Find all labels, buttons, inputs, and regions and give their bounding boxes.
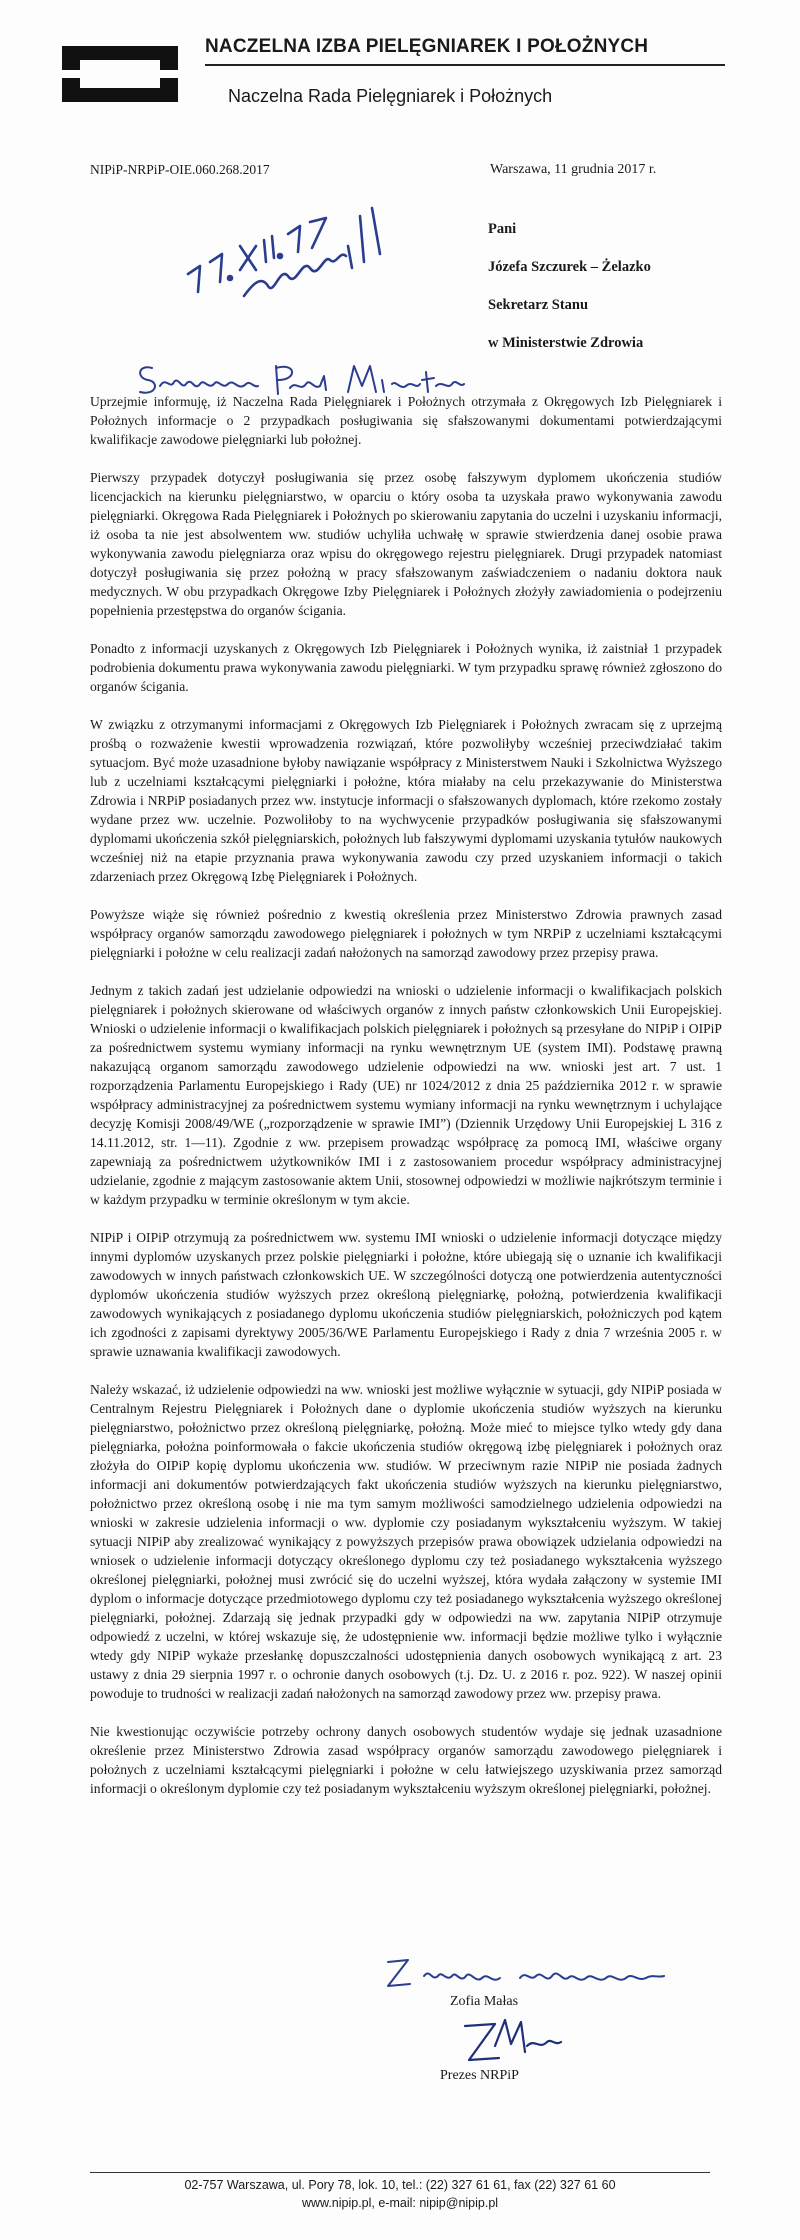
council-name: Naczelna Rada Pielęgniarek i Położnych [228,86,553,106]
header-divider [205,64,725,66]
footer-address: 02-757 Warszawa, ul. Pory 78, lok. 10, tel.: (22) 327 61 61, fax (22) 327 61 60 [184,2178,616,2192]
recipient-block [488,210,651,362]
footer-divider [90,2172,710,2173]
recipient-name: Józefa Szczurek – Żelazko [488,259,651,275]
handwritten-date-stamp [170,196,410,306]
reference-number: NIPiP-NRPiP-OIE.060.268.2017 [90,162,270,177]
body-paragraph: Ponadto z informacji uzyskanych z Okręgowych Izb Pielęgniarek i Położnych wynika, iż zaistniał 1 przypadek podrobienia dokumentu prawa wykonywania zawodu pielęgniarki. W tym przypadku sprawę również zgłoszono do organów ścigania. [90,641,722,694]
handwritten-closing [380,1948,670,1996]
body-paragraph: Nie kwestionując oczywiście potrzeby ochrony danych osobowych studentów wydaje się jednak uzasadnione określenie przez Ministerstwo Zdrowia zasad współpracy organów samorządu zawodowego pielęgniarek i położnych z uczelniami kształcącymi pielęgniarki i położne w celu łatwiejszego uzyskiwania przez samorząd informacji o określonym dyplomie czy też posiadanym wykształceniu wyższym określonej pielęgniarki, położnej. [90,1724,722,1796]
body-paragraph: Powyższe wiąże się również pośrednio z kwestią określenia przez Ministerstwo Zdrowia prawnych zasad współpracy organów samorządu zawodowego pielęgniarek i położnych w tym NRPiP z uczelniami kształcącymi pielęgniarki i położne w celu realizacji zadań nałożonych na samorząd zawodowy przez przepisy prawa. [90,907,722,960]
body-paragraph: W związku z otrzymanymi informacjami z Okręgowych Izb Pielęgniarek i Położnych zwracam się z uprzejmą prośbą o rozważenie kwestii wprowadzenia rozwiązań, które pozwoliłyby wcześniej przeciwdziałać takim sytuacjom. Być może uzasadnione byłoby nawiązanie współpracy z Ministerstwem Nauki i Szkolnictwa Wyższego lub z uczelniami kształcącymi pielęgniarki i położne, która miałaby na celu przekazywanie do Ministerstwa Zdrowia i NRPiP posiadanych przez ww. instytucje informacji o sfałszowanych dyplomach, które rzekomo zostały wydane przez ww. uczelnie. Pozwoliłoby to na wychwycenie przypadków posługiwania się sfałszowanymi dyplomami ukończenia szkół pielęgniarskich, położnych lub fałszywymi dyplomami uzyskania tytułów naukowych wcześniej niż na etapie przyznania prawa wykonywania zawodu czy przed uzyskaniem informacji o takich zdarzeniach przez Okręgową Izbę Pielęgniarek i Położnych. [90,717,722,884]
footer-contact: www.nipip.pl, e-mail: nipip@nipip.pl [301,2196,499,2210]
organization-logo [58,42,182,106]
signer-name: Zofia Małas [450,1994,519,2009]
recipient-title: Pani [488,221,517,237]
recipient-position: Sekretarz Stanu [488,297,589,313]
letter-date: Warszawa, 11 grudnia 2017 r. [490,162,657,177]
organization-name: NACZELNA IZBA PIELĘGNIAREK I POŁOŻNYCH [205,36,649,57]
body-paragraph: Należy wskazać, iż udzielenie odpowiedzi na ww. wnioski jest możliwe wyłącznie w sytuacji, gdy NIPiP posiada w Centralnym Rejestru Pielęgniarek i Położnych dane o dyplomie ukończenia studiów wyższych na kierunku pielęgniarstwo, położnictwo przez określoną pielęgniarkę, położną. Może mieć to miejsce tylko wtedy gdy dana pielęgniarka, położna poinformowała o fakcie ukończenia studiów okręgową izbę pielęgniarek i położnych oraz złożyła do OIPiP kopię dyplomu ukończenia ww. studiów. W przeciwnym razie NIPiP nie posiada żadnych informacji ani dokumentów potwierdzających fakt ukończenia studiów wyższych na kierunku pielęgniarstwo, położnictwo przez określoną osobę i nie ma tym samym możliwości samodzielnego udzielenia odpowiedzi na wnioski w zakresie udzielenia informacji o ww. dyplomie czy posiadanym wykształceniu wyższym. W takiej sytuacji NIPiP aby zrealizować wynikający z powyższych przepisów prawa obowiązek udzielania odpowiedzi na wniosek o udzielenie informacji dotyczący określonego dyplomu czy też posiadanego wykształcenia wyższego określonej pielęgniarki, położnej musi zwrócić się do uczelni wyższej, która wydała załączony w systemie IMI dyplom o informacje dotyczące przedmiotowego dyplomu czy też posiadanego wykształcenia wyższego określonej pielęgniarki, położnej. Zdarzają się jednak przypadki gdy w odpowiedzi na ww. zapytania NIPiP otrzymuje odpowiedź z uczelni, w której wskazuje się, że udostępnienie ww. informacji będzie możliwe tylko i wyłącznie wtedy gdy NIPiP wykaże przesłankę dopuszczalności udostępnienia danych osobowych wynikającą z art. 23 ustawy z dnia 29 sierpnia 1997 r. o ochronie danych osobowych (t.j. Dz. U. z 2016 r. poz. 922). W naszej opinii powoduje to trudności w realizacji zadań nałożonych na samorząd zawodowy przez ww. przepisy prawa. [90,1382,722,1701]
body-paragraph: NIPiP i OIPiP otrzymują za pośrednictwem ww. systemu IMI wnioski o udzielenie informacji dotyczące między innymi dyplomów uzyskanych przez polskie pielęgniarki i położne, które ubiegają się o uznanie ich kwalifikacji zawodowych w innych państwach członkowskich UE. W szczególności dotyczą one potwierdzenia autentyczności dyplomów ukończenia studiów wyższych przez określoną pielęgniarkę, położną, potwierdzenia kwalifikacji zawodowych wynikających z posiadanego dyplomu ukończenia studiów pielęgniarskich, położniczych pod kątem ich zgodności z zapisami dyrektywy 2005/36/WE Parlamentu Europejskiego i Rady z dnia 7 września 2005 r. w sprawie uznawania kwalifikacji zawodowych. [90,1230,722,1359]
body-paragraph: Jednym z takich zadań jest udzielanie odpowiedzi na wnioski o udzielenie informacji o kwalifikacjach polskich pielęgniarek i położnych skierowane od właściwych organów z innych państw członkowskich Unii Europejskiej. Wnioski o udzielenie informacji o kwalifikacjach polskich pielęgniarek i położnych są przesyłane do NIPiP i OIPiP za pośrednictwem systemu wymiany informacji na rynku wewnętrznym UE (system IMI). Podstawę prawną nakazującą organom samorządu zawodowego udzielenie odpowiedzi na ww. wnioski jest art. 7 ust. 1 rozporządzenia Parlamentu Europejskiego i Rady (UE) nr 1024/2012 z dnia 25 października 2012 r. w sprawie współpracy administracyjnej za pośrednictwem systemu wymiany informacji na rynku wewnętrznym i uchylające decyzję Komisji 2008/49/WE („rozporządzenie w sprawie IMI”) (Dziennik Urzędowy Unii Europejskiej L 316 z 14.11.2012, str. 1—11). Zgodnie z ww. przepisem prowadząc współpracę za pomocą IMI, właściwe organy zapewniają za pośrednictwem użytkowników IMI i z zastosowaniem procedur współpracy administracyjnej udzielanie, zgodnie z mającym zastosowanie aktem Unii, stosownej odpowiedzi w możliwie najkrótszym terminie i w każdym przypadku w terminie określonym w tym akcie. [90,983,722,1207]
letter-body [90,392,722,1817]
body-paragraph: Uprzejmie informuję, iż Naczelna Rada Pielęgniarek i Położnych otrzymała z Okręgowych Izb Pielęgniarek i Położnych informacje o 2 przypadkach posługiwania się sfałszowanymi dokumentami potwierdzającymi kwalifikacje zawodowe pielęgniarki lub położnej. [90,394,722,447]
signature-mark [455,2016,565,2068]
recipient-ministry: w Ministerstwie Zdrowia [488,335,644,351]
signer-role: Prezes NRPiP [440,2068,519,2083]
body-paragraph: Pierwszy przypadek dotyczył posługiwania się przez osobę fałszywym dyplomem ukończenia studiów licencjackich na kierunku pielęgniarstwo, w oparciu o który osoba ta uzyskała prawo wykonywania zawodu pielęgniarki. Okręgowa Rada Pielęgniarek i Położnych po skierowaniu zapytania do uczelni i uzyskaniu informacji, iż osoba ta nie jest absolwentem ww. studiów uchyliła uchwałę w sprawie stwierdzenia danej osobie prawa wykonywania zawodu pielęgniarza oraz wpisu do okręgowego rejestru pielęgniarek. Drugi przypadek natomiast dotyczył posługiwania się przez położną w pracy sfałszowanym zaświadczeniem o nadaniu doktora nauk medycznych. W obu przypadkach Okręgowe Izby Pielęgniarek i Położnych złożyły zawiadomienia o podejrzeniu popełnienia przestępstwa do organów ścigania. [90,470,722,618]
